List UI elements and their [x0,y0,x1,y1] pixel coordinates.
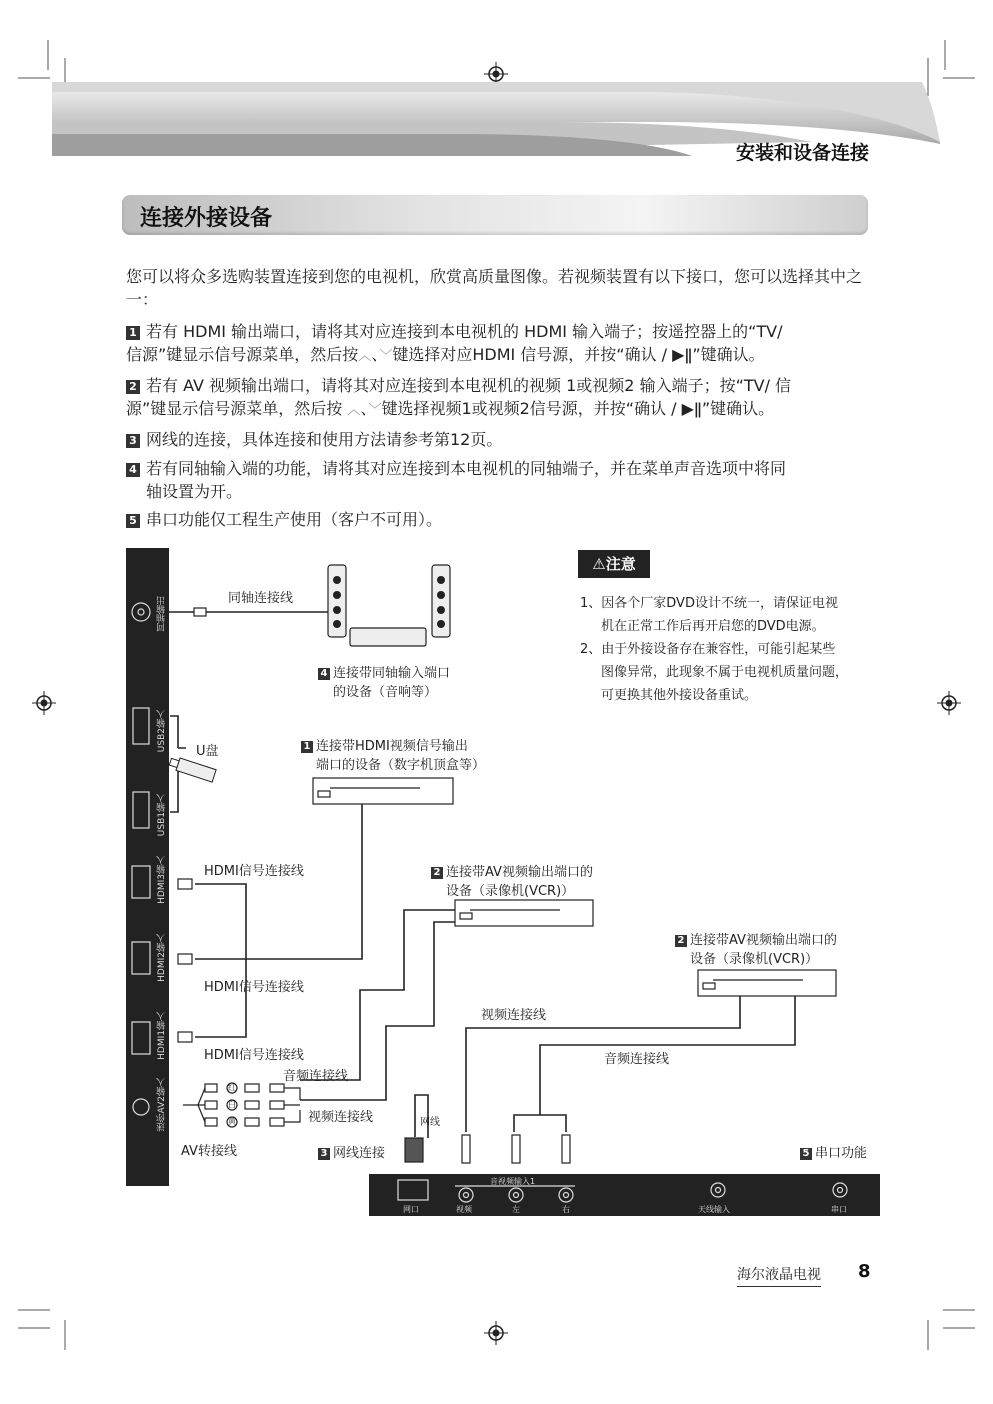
audio-cable-label: 音频连接线 [283,1069,349,1084]
usb-disk-label: U盘 [196,744,219,759]
hdmi3-plug [178,879,192,889]
lan-plug [405,1138,423,1162]
video-plug [462,1135,470,1163]
hdmi-cable-label: HDMI信号连接线 [204,864,304,879]
vcr-a-icon [455,900,593,926]
audio-right-plug [562,1135,570,1163]
port-label: 视频 [456,1205,472,1214]
item-number: 3 [126,434,140,448]
plug-color-label: 黄 [228,1117,236,1126]
item-text: 网线的连接，具体连接和使用方法请参考第12页。 [146,430,503,449]
up-arrow-icon: ︿ [347,403,361,418]
item-1: 1 若有 HDMI 输出端口，请将其对应连接到本电视机的 HDMI 输入端子；按遥控器上的“TV/ 信源”键显示信号源菜单，然后按︿、﹀键选择对应HDMI 信号源，并按“确认 / ▶ǁ”键确认。 [126,322,783,364]
port-label: HDMI1输入 [157,1012,167,1060]
note-title: ⚠注意 [578,550,650,578]
hdmi2-plug [178,954,192,964]
item-text: 若有同轴输入端的功能，请将其对应连接到本电视机的同轴端子，并在菜单声音选项中将同 [146,459,787,478]
note-item-1: 1、因各个厂家DVD设计不统一，请保证电视 机在正常工作后再开启您的DVD电源。 [580,596,838,634]
tv-bottom-panel [369,1174,880,1216]
audio-cable-label: 音频连接线 [604,1052,670,1067]
av-device-a-label: 2 连接带AV视频输出端口的 设备（录像机(VCR)） [431,861,593,899]
video-cable-label: 视频连接线 [308,1110,374,1125]
lan-cable-label: 网线 [420,1117,440,1128]
coax-plug [194,608,206,616]
hdmi1-plug [178,1032,192,1042]
port-label: 网口 [403,1205,419,1214]
port-label: 右 [562,1205,570,1214]
port-label: HDMI3输入 [157,856,167,904]
plug-color-label: 白 [228,1100,236,1109]
port-label: HDMI2输入 [157,934,167,982]
port-label: 迷你AV2输入 [157,1078,167,1132]
port-label: USB1输入 [157,794,167,837]
port-label: 天线输入 [698,1205,730,1214]
down-arrow-icon: ﹀ [379,349,393,364]
av-adapter-label: AV转接线 [181,1144,237,1159]
item-4: 4 若有同轴输入端的功能，请将其对应连接到本电视机的同轴端子，并在菜单声音选项中将同 轴设置为开。 [126,457,786,503]
intro-paragraph: 您可以将众多选购装置连接到您的电视机，欣赏高质量图像。若视频装置有以下接口，您可以选择其中之一： [126,267,863,309]
item-text: 若有 AV 视频输出端口，请将其对应连接到本电视机的视频 1或视频2 输入端子；按“TV/ 信 [146,376,792,395]
note-item-2: 2、由于外接设备存在兼容性，可能引起某些 图像异常，此现象不属于电视机质量问题， 可更换其他外接设备重试。 [580,642,849,703]
warning-icon: ⚠ [592,555,606,573]
coax-cable-label: 同轴连接线 [228,591,294,606]
coax-device-label: 4 连接带同轴输入端口 的设备（音响等） [318,662,450,700]
port-label: 同轴输出 [157,596,167,632]
down-arrow-icon: ﹀ [368,403,382,418]
port-label: USB2输入 [157,710,167,753]
plug-color-label: 红 [228,1083,236,1092]
set-top-box-icon [313,778,453,804]
item-number: 4 [126,463,140,477]
port-label: 串口 [831,1205,847,1214]
usb-disk-icon [168,756,216,783]
audio-left-plug [512,1135,520,1163]
port-label: 左 [512,1205,520,1214]
chapter-title: 安装和设备连接 [735,142,869,164]
item-number: 5 [126,514,140,528]
serial-func-label: 5 串口功能 [800,1142,867,1161]
item-text: 串口功能仅工程生产使用（客户不可用）。 [146,510,443,529]
item-number: 2 [126,380,140,394]
av-device-b-label: 2 连接带AV视频输出端口的 设备（录像机(VCR)） [675,929,837,967]
hdmi-cable-label: HDMI信号连接线 [204,1048,304,1063]
page-number: 8 [858,1261,871,1282]
port-label: 音视频输入1 [490,1177,536,1186]
item-text: 若有 HDMI 输出端口，请将其对应连接到本电视机的 HDMI 输入端子；按遥控器上的“TV/ [146,322,783,341]
speaker-system-icon [328,565,450,646]
hdmi-cable-label: HDMI信号连接线 [204,980,304,995]
video-cable-label: 视频连接线 [481,1008,547,1023]
lan-connect-label: 3 网线连接 [318,1142,385,1161]
vcr-b-icon [698,970,836,996]
hdmi-device-label: 1 连接带HDMI视频信号输出 端口的设备（数字机顶盒等） [301,735,485,773]
item-2: 2 若有 AV 视频输出端口，请将其对应连接到本电视机的视频 1或视频2 输入端子；按“TV/ 信 源”键显示信号源菜单，然后按 ︿、﹀键选择视频1或视频2信号源，并按“确认 / ▶ǁ”键确认。 [126,376,792,418]
footer-brand: 海尔液晶电视 [737,1264,821,1287]
section-title: 连接外接设备 [140,206,273,231]
up-arrow-icon: ︿ [358,349,372,364]
item-number: 1 [126,326,140,340]
